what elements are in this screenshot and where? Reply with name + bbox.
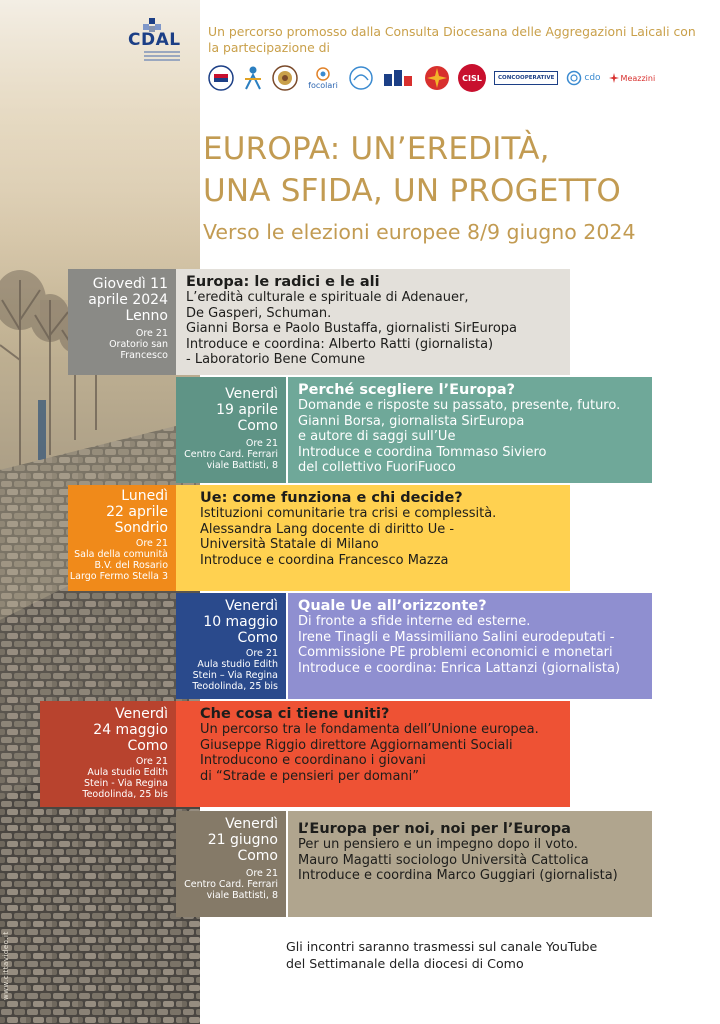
event-city: Lenno (125, 308, 168, 324)
event-date: 10 maggio (203, 614, 278, 630)
event-time: Ore 21 (245, 438, 278, 449)
logo-tagline (144, 51, 180, 61)
event-content-block (176, 269, 570, 375)
event-description: Un percorso tra le fondamenta dell’Unione europea. Giuseppe Riggio direttore Aggiornamenti Sociali Introducono e coordinano i giovani di “Strade e pensieri per domani” (200, 722, 539, 784)
figure-logo-icon (242, 65, 264, 91)
event-content-block (288, 377, 652, 483)
title-line-2: UNA SFIDA, UN PROGETTO (203, 173, 621, 209)
cdo-label: cdo (584, 73, 601, 83)
event-venue-line: Oratorio san (109, 339, 168, 350)
event-description: Per un pensiero e un impegno dopo il voto. Mauro Magatti sociologo Università Cattolica Introduce e coordina Marco Guggiari (giornalista) (298, 837, 618, 884)
broadcast-note-line-2: del Settimanale della diocesi di Como (286, 956, 524, 971)
event-city: Sondrio (114, 520, 168, 536)
event-venue-line: Stein - Via Regina (83, 778, 168, 789)
event-title: L’Europa per noi, noi per l’Europa (298, 821, 571, 837)
meazzini-icon (609, 73, 619, 83)
event-title: Perché scegliere l’Europa? (298, 382, 516, 398)
event-time: Ore 21 (135, 328, 168, 339)
star-logo-icon (424, 65, 450, 91)
event-date-block (176, 377, 286, 483)
event-venue-line: viale Battisti, 8 (206, 890, 278, 901)
acli-logo-icon (208, 65, 234, 91)
confcooperative-logo (494, 71, 558, 85)
circle-logo-icon (348, 65, 374, 91)
event-content-block (176, 485, 570, 591)
cdo-icon (566, 70, 582, 86)
event-venue-line: Largo Fermo Stella 3 (69, 571, 168, 582)
promo-text: Un percorso promosso dalla Consulta Diocesana delle Aggregazioni Laicali con la partecipazione di (208, 24, 696, 55)
event-day: Venerdì (115, 706, 168, 722)
logo-text: CDAL (128, 30, 181, 50)
event-day: Venerdì (225, 816, 278, 832)
event-venue (176, 438, 278, 471)
event-venue-line: Teodolinda, 25 bis (82, 789, 168, 800)
event-time: Ore 21 (135, 756, 168, 767)
event-date-block (40, 701, 176, 807)
event-date: aprile 2024 (88, 292, 168, 308)
event-date-block (68, 269, 176, 375)
event-venue (176, 868, 278, 901)
event-day: Giovedì 11 (92, 276, 168, 292)
scout-logo-icon (272, 65, 298, 91)
event-date-block (68, 485, 176, 591)
event-description: L’eredità culturale e spirituale di Adenauer, De Gasperi, Schuman. Gianni Borsa e Paolo Bustaffa, giornalisti SirEuropa Introduce e coordina: Alberto Ratti (giornalista) - Laboratorio Bene Comune (186, 290, 518, 368)
broadcast-note (286, 938, 706, 972)
event-city: Como (237, 418, 278, 434)
focolari-label: focolari (308, 80, 338, 90)
event-venue-line: B.V. del Rosario (94, 560, 168, 571)
event-title: Europa: le radici e le ali (186, 274, 380, 290)
cisl-logo (458, 64, 486, 92)
event-date-block (176, 811, 286, 917)
event-date: 19 aprile (216, 402, 278, 418)
cdal-logo (128, 18, 194, 66)
event-venue-line: Centro Card. Ferrari (184, 449, 278, 460)
event-content-block (288, 593, 652, 699)
meazzini-label: Meazzini (620, 73, 656, 83)
partner-logos (208, 62, 668, 94)
event-city: Como (237, 848, 278, 864)
event-content-block (176, 701, 570, 807)
event-day: Lunedì (121, 488, 168, 504)
event-date: 22 aprile (106, 504, 168, 520)
event-title: Ue: come funziona e chi decide? (200, 490, 463, 506)
event-description: Istituzioni comunitarie tra crisi e complessità. Alessandra Lang docente di diritto Ue - Università Statale di Milano Introduce e coordina Francesco Mazza (200, 506, 497, 568)
event-city: Como (127, 738, 168, 754)
event-time: Ore 21 (135, 538, 168, 549)
page-subtitle: Verso le elezioni europee 8/9 giugno 2024 (203, 220, 636, 244)
event-date-block (176, 593, 286, 699)
event-title: Che cosa ci tiene uniti? (200, 706, 390, 722)
event-venue-line: Teodolinda, 25 bis (192, 681, 278, 692)
event-venue (40, 756, 168, 800)
building-logo-icon (382, 68, 416, 88)
event-venue-line: viale Battisti, 8 (206, 460, 278, 471)
confcooperative-label: CONCOOPERATIVE (498, 75, 555, 81)
event-title: Quale Ue all’orizzonte? (298, 598, 487, 614)
broadcast-note-line-1: Gli incontri saranno trasmessi sul canale YouTube (286, 939, 598, 954)
event-description: Domande e risposte su passato, presente, futuro. Gianni Borsa, giornalista SirEuropa e autore di saggi sull’Ue Introduce e coordina Tommaso Siviero del collettivo FuoriFuoco (298, 398, 621, 476)
event-day: Venerdì (225, 598, 278, 614)
event-venue (68, 538, 168, 582)
event-date: 24 maggio (93, 722, 168, 738)
event-venue-line: Sala della comunità (74, 549, 168, 560)
event-content-block (288, 811, 652, 917)
event-venue-line: Aula studio Edith (87, 767, 168, 778)
cdo-logo (566, 70, 600, 86)
event-venue-line: Centro Card. Ferrari (184, 879, 278, 890)
event-time: Ore 21 (245, 648, 278, 659)
event-venue-line: Aula studio Edith (197, 659, 278, 670)
photo-watermark: www.cittavideo.it (2, 931, 10, 1000)
event-city: Como (237, 630, 278, 646)
event-venue-line: Francesco (120, 350, 168, 361)
event-venue-line: Stein – Via Regina (192, 670, 278, 681)
event-day: Venerdì (225, 386, 278, 402)
event-venue (68, 328, 168, 361)
event-venue (176, 648, 278, 692)
page-title (203, 128, 713, 212)
focolari-logo (306, 67, 340, 90)
focolari-icon (315, 67, 331, 81)
cisl-label: CISL (462, 73, 482, 83)
event-date: 21 giugno (207, 832, 278, 848)
title-line-1: EUROPA: UN’EREDITÀ, (203, 131, 550, 167)
event-description: Di fronte a sfide interne ed esterne. Irene Tinagli e Massimiliano Salini eurodeputati - Commissione PE problemi economici e monetari Introduce e coordina: Enrica Lattanzi (giornalista) (298, 614, 621, 676)
meazzini-logo (609, 73, 656, 83)
event-time: Ore 21 (245, 868, 278, 879)
